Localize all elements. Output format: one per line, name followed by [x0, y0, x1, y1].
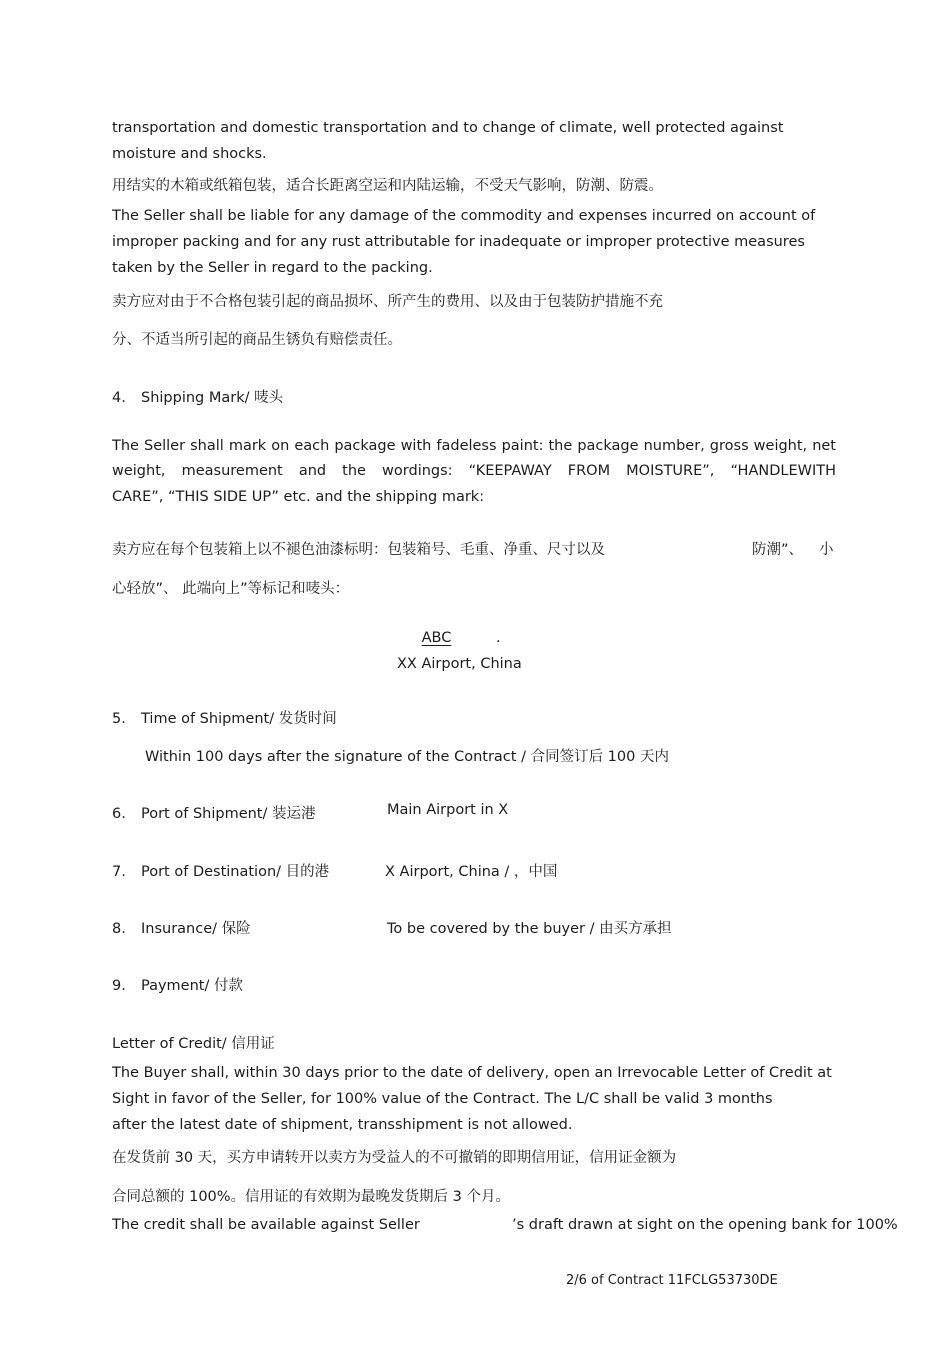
section-title: Port of Destination/ 目的港	[141, 864, 330, 880]
section-4-heading	[112, 386, 283, 407]
section-number: 4.	[112, 390, 126, 406]
shipping-mark-en-line2: weight, measurement and the wordings: “KEEPAWAY FROM MOISTURE”, “HANDLEWITH	[112, 463, 836, 479]
lc-en-line3: after the latest date of shipment, transshipment is not allowed.	[112, 1117, 573, 1133]
section-7-heading	[112, 860, 329, 881]
section-8-heading	[112, 917, 251, 938]
section-number: 7.	[112, 864, 126, 880]
lc-en-line1: The Buyer shall, within 30 days prior to the date of delivery, open an Irrevocable Letter of Credit at	[112, 1065, 832, 1081]
section-5-heading	[112, 707, 337, 728]
liability-zh-line2: 分、不适当所引起的商品生锈负有赔偿责任。	[112, 332, 402, 348]
shipping-mark-zh-line1-b: 防潮”、	[752, 542, 804, 558]
section-7-value: X Airport, China / ，中国	[385, 864, 558, 880]
shipping-mark-zh-line1-c: 小	[819, 542, 834, 558]
section-title: Shipping Mark/ 唛头	[141, 390, 284, 406]
section-title: Time of Shipment/ 发货时间	[141, 711, 337, 727]
section-6-value: Main Airport in X	[387, 802, 509, 818]
shipping-mark-airport: XX Airport, China	[397, 656, 522, 672]
liability-en: The Seller shall be liable for any damage of the commodity and expenses incurred on account of improper packing and for any rust attributable for inadequate or improper protective measures taken by the Seller in regard to the packing.	[112, 208, 816, 276]
section-6-heading	[112, 802, 315, 823]
shipping-mark-dot: .	[496, 630, 501, 646]
lc-credit-line-a: The credit shall be available against Seller	[112, 1217, 420, 1233]
intro-zh: 用结实的木箱或纸箱包装，适合长距离空运和内陆运输，不受天气影响，防潮、防震。	[112, 178, 663, 194]
lc-credit-line-b: ’s draft drawn at sight on the opening bank for 100%	[512, 1217, 898, 1233]
section-9-heading	[112, 974, 243, 995]
page-footer: 2/6 of Contract 11FCLG53730DE	[566, 1273, 778, 1288]
shipping-mark-abc: ABC	[421, 630, 452, 646]
shipping-mark-en-line3: CARE”, “THIS SIDE UP” etc. and the shipping mark:	[112, 489, 485, 505]
shipment-time-value: Within 100 days after the signature of the Contract / 合同签订后 100 天内	[145, 749, 669, 765]
lc-zh-line2: 合同总额的 100%。信用证的有效期为最晚发货期后 3 个月。	[112, 1189, 511, 1205]
lc-zh-line1: 在发货前 30 天，买方申请转开以卖方为受益人的不可撤销的即期信用证，信用证金额为	[112, 1150, 677, 1166]
shipping-mark-en-line1: The Seller shall mark on each package with fadeless paint: the package number, gross weight, net	[112, 438, 836, 454]
lc-heading: Letter of Credit/ 信用证	[112, 1036, 275, 1052]
intro-en: transportation and domestic transportation and to change of climate, well protected against moisture and shocks.	[112, 120, 784, 162]
section-title: Payment/ 付款	[141, 978, 243, 994]
section-8-value: To be covered by the buyer / 由买方承担	[387, 921, 672, 937]
lc-en-line2: Sight in favor of the Seller, for 100% value of the Contract. The L/C shall be valid 3 months	[112, 1091, 773, 1107]
section-title: Port of Shipment/ 装运港	[141, 806, 316, 822]
section-number: 8.	[112, 921, 126, 937]
liability-zh-line1: 卖方应对由于不合格包装引起的商品损坏、所产生的费用、以及由于包装防护措施不充	[112, 294, 663, 310]
section-title: Insurance/ 保险	[141, 921, 251, 937]
shipping-mark-zh-line2: 心轻放”、 此端向上”等标记和唛头：	[112, 581, 350, 597]
section-number: 5.	[112, 711, 126, 727]
section-number: 9.	[112, 978, 126, 994]
shipping-mark-zh-line1: 卖方应在每个包装箱上以不褪色油漆标明：包装箱号、毛重、净重、尺寸以及	[112, 542, 605, 558]
section-number: 6.	[112, 806, 126, 822]
